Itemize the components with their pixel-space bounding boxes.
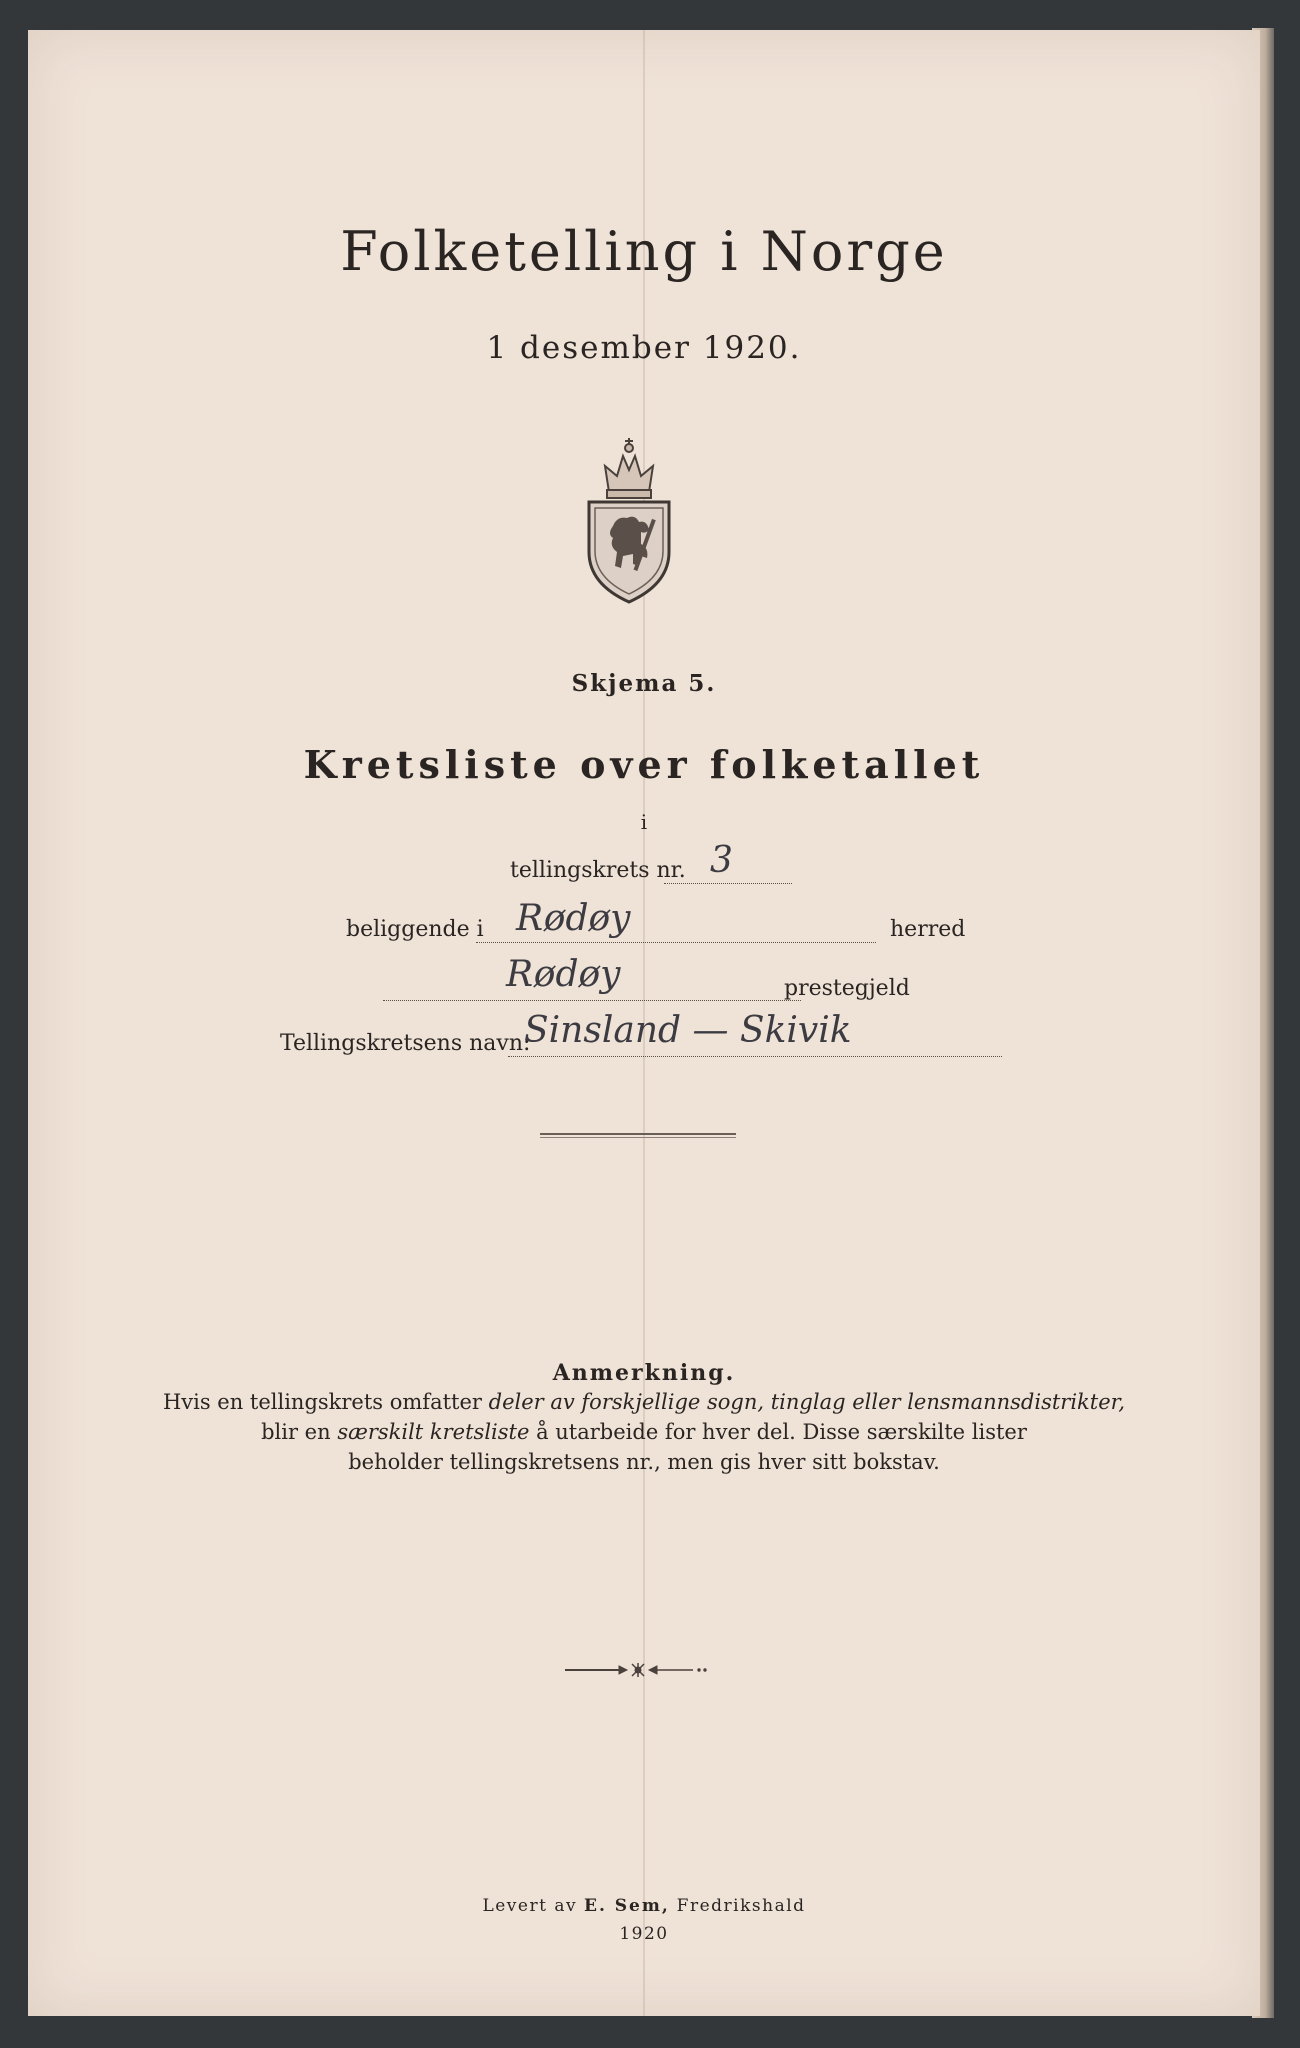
note-line-1-text: Hvis en tellingskrets omfatter <box>162 1390 489 1414</box>
herred-value: Rødøy <box>516 898 631 939</box>
connector-word: i <box>640 810 648 834</box>
note-title: Anmerkning. <box>552 1360 736 1386</box>
herred-line <box>476 942 876 943</box>
note-line-2 <box>28 1420 1260 1444</box>
prestegjeld-label: prestegjeld <box>784 976 910 1001</box>
ornament-divider-icon <box>563 1660 713 1680</box>
section-divider <box>540 1133 736 1138</box>
prestegjeld-line <box>383 1000 801 1001</box>
printer-name: E. Sem, <box>583 1896 670 1916</box>
printer-credit <box>28 1896 1260 1916</box>
note-line-1-emphasis: deler av forskjellige sogn, tinglag eller lensmannsdistrikter, <box>488 1390 1126 1414</box>
note-line-2-text-a: blir en <box>261 1420 338 1444</box>
krets-name-value: Sinsland — Skivik <box>524 1010 852 1051</box>
norwegian-coat-of-arms-icon <box>583 434 675 604</box>
krets-name-label: Tellingskretsens navn: <box>280 1031 531 1056</box>
herred-label: herred <box>890 917 966 942</box>
note-line-2-text-c: å utarbeide for hver del. Disse særskilte lister <box>529 1420 1027 1444</box>
form-title: Kretsliste over folketallet <box>303 742 985 787</box>
krets-number-line <box>664 883 792 884</box>
krets-name-line <box>508 1056 1002 1057</box>
location-label: beliggende i <box>346 917 484 942</box>
document-date: 1 desember 1920. <box>486 330 802 366</box>
note-line-3: beholder tellingskretsens nr., men gis hver sitt bokstav. <box>348 1450 940 1474</box>
krets-number-label: tellingskrets nr. <box>510 858 686 883</box>
prestegjeld-value: Rødøy <box>506 954 621 995</box>
printer-place: Fredrikshald <box>669 1896 806 1916</box>
schema-number: Skjema 5. <box>571 670 717 697</box>
printer-prefix: Levert av <box>482 1896 584 1916</box>
krets-number-value: 3 <box>710 840 733 881</box>
printer-year: 1920 <box>619 1924 669 1944</box>
note-line-1 <box>28 1390 1260 1414</box>
census-form-page <box>28 30 1260 2016</box>
document-title: Folketelling i Norge <box>340 220 948 283</box>
note-line-2-emphasis: særskilt kretsliste <box>337 1420 530 1444</box>
